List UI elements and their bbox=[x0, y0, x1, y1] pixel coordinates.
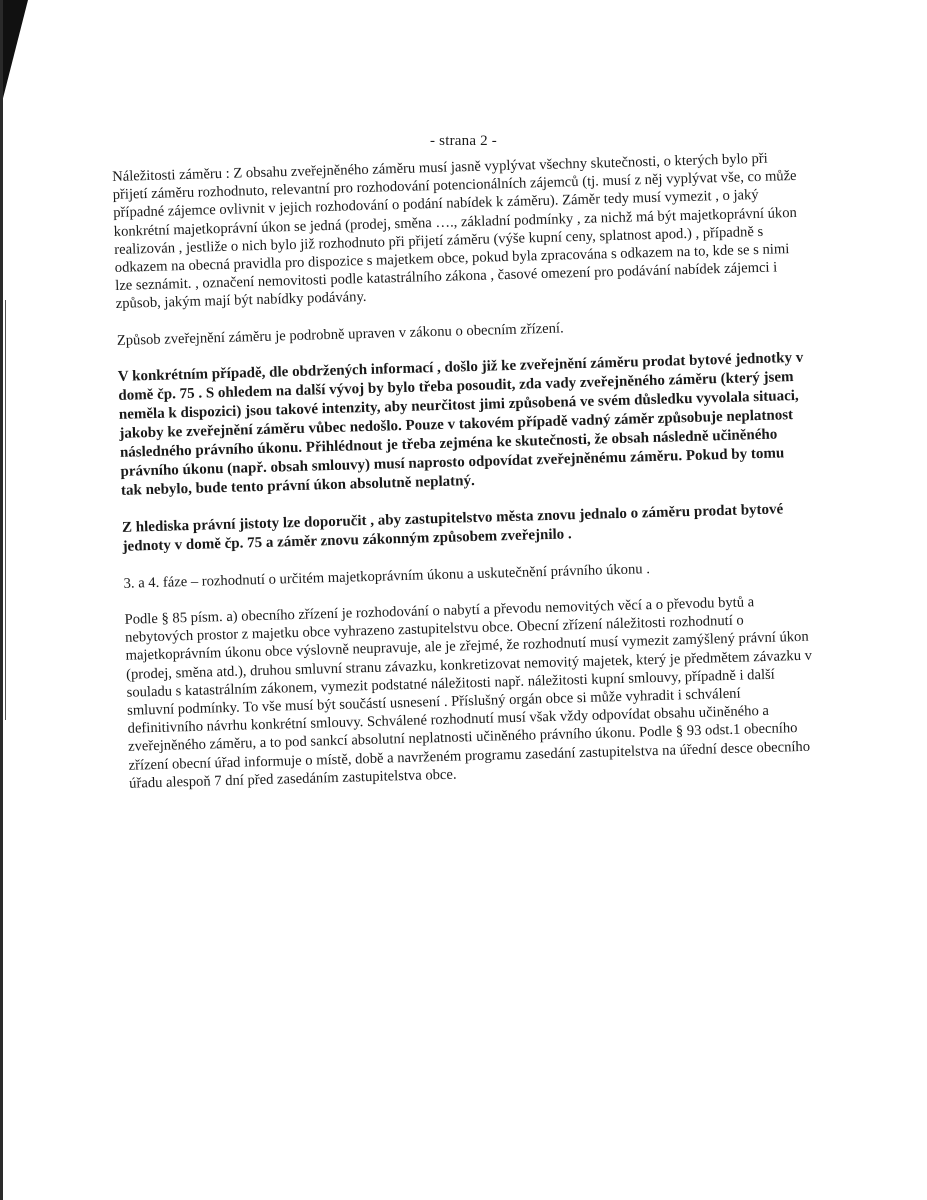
paragraph-zamer-requirements: Náležitosti záměru : Z obsahu zveřejněného záměru musí jasně vyplývat všechny skutečnosti, o kterých bylo při přijetí záměru rozhodnuto, relevantní pro rozhodování potencionálních zájemců (tj. musí z něj vyplývat vše, co může případné zájemce ovlivnit v jejich rozhodování o podání nabídek k záměru). Záměr tedy musí vymezit , o jaký konkrétní majetkoprávní úkon se jedná (prodej, směna …., základní podmínky , za nichž má být majetkoprávní úkon realizován , jestliže o nich bylo již rozhodnuto při přijetí záměru (výše kupní ceny, splatnost apod.) , případně s odkazem na obecná pravidla pro dispozice s majetkem obce, pokud byla zpracována s odkazem na to, kde se s nimi lze seznámit. , označení nemovitosti podle katastrálního zákona , časové omezení pro podávání nabídek zájemci i způsob, jakým mají být nabídky podávány. bbox=[112, 150, 798, 313]
scan-shadow-edge bbox=[0, 0, 40, 1200]
document-body bbox=[112, 149, 818, 811]
paragraph-publication-method: Způsob zveřejnění záměru je podrobně upraven v zákonu o obecním zřízení. bbox=[116, 320, 564, 349]
paragraph-legal-basis: Podle § 85 písm. a) obecního zřízení je rozhodování o nabytí a převodu nemovitých věcí a o převodu bytů a nebytových prostor z majetku obce vyhrazeno zastupitelstvu obce. Obecní zřízení náležitosti rozhodnutí o majetkoprávním úkonu obce výslovně neupravuje, ale je zřejmé, že rozhodnutí musí vymezit zamýšlený právní úkon (prodej, směna atd.), druhou smluvní stranu závazku, konkretizovat nemovitý majetek, který je předmětem závazku v souladu s katastrálním zákonem, vymezit podstatné náležitosti např. náležitosti kupní smlouvy, případně i další smluvní podmínky. To vše musí být součástí usnesení . Příslušný orgán obce si může vyhradit i schválení definitivního návrhu konkrétní smlouvy. Schválené rozhodnutí musí však vždy odpovídat obsahu učiněného a zveřejněného záměru, a to pod sankcí absolutní neplatnosti učiněného právního úkonu. Podle § 93 odst.1 obecního zřízení obecní úřad informuje o místě, době a navrženém programu zasedání zastupitelstva na úřední desce obecního úřadu alespoň 7 dní před zasedáním zastupitelstva obce. bbox=[124, 594, 813, 792]
paragraph-recommendation: Z hlediska právní jistoty lze doporučit , aby zastupitelstvo města znovu jednalo o záměru prodat bytové jednoty v domě čp. 75 a záměr znovu zákonným způsobem zveřejnilo . bbox=[121, 501, 784, 555]
paragraph-phase-heading: 3. a 4. fáze – rozhodnutí o určitém majetkoprávním úkonu a uskutečnění právního úkonu . bbox=[123, 560, 651, 592]
page-number: - strana 2 - bbox=[430, 133, 497, 149]
paragraph-specific-case: V konkrétním případě, dle obdržených informací , došlo již ke zveřejnění záměru prodat bytové jednotky v domě čp. 75 . S ohledem na další vývoj by bylo třeba posoudit, zda vady zveřejněného záměru (který jsem neměla k dispozici) jsou takové intenzity, aby neurčitost jimi způsobená ve svém důsledku vyvolala situaci, jakoby ke zveřejnění záměru vůbec nedošlo. Pouze v takovém případě vadný záměr způsobuje neplatnost následného právního úkonu. Přihlédnout je třeba zejména ke skutečnosti, že obsah následně učiněného právního úkonu (např. obsah smlouvy) musí naprosto odpovídat zveřejněnému záměru. Pokud by tomu tak nebylo, bude tento právní úkon absolutně neplatný. bbox=[117, 349, 804, 499]
